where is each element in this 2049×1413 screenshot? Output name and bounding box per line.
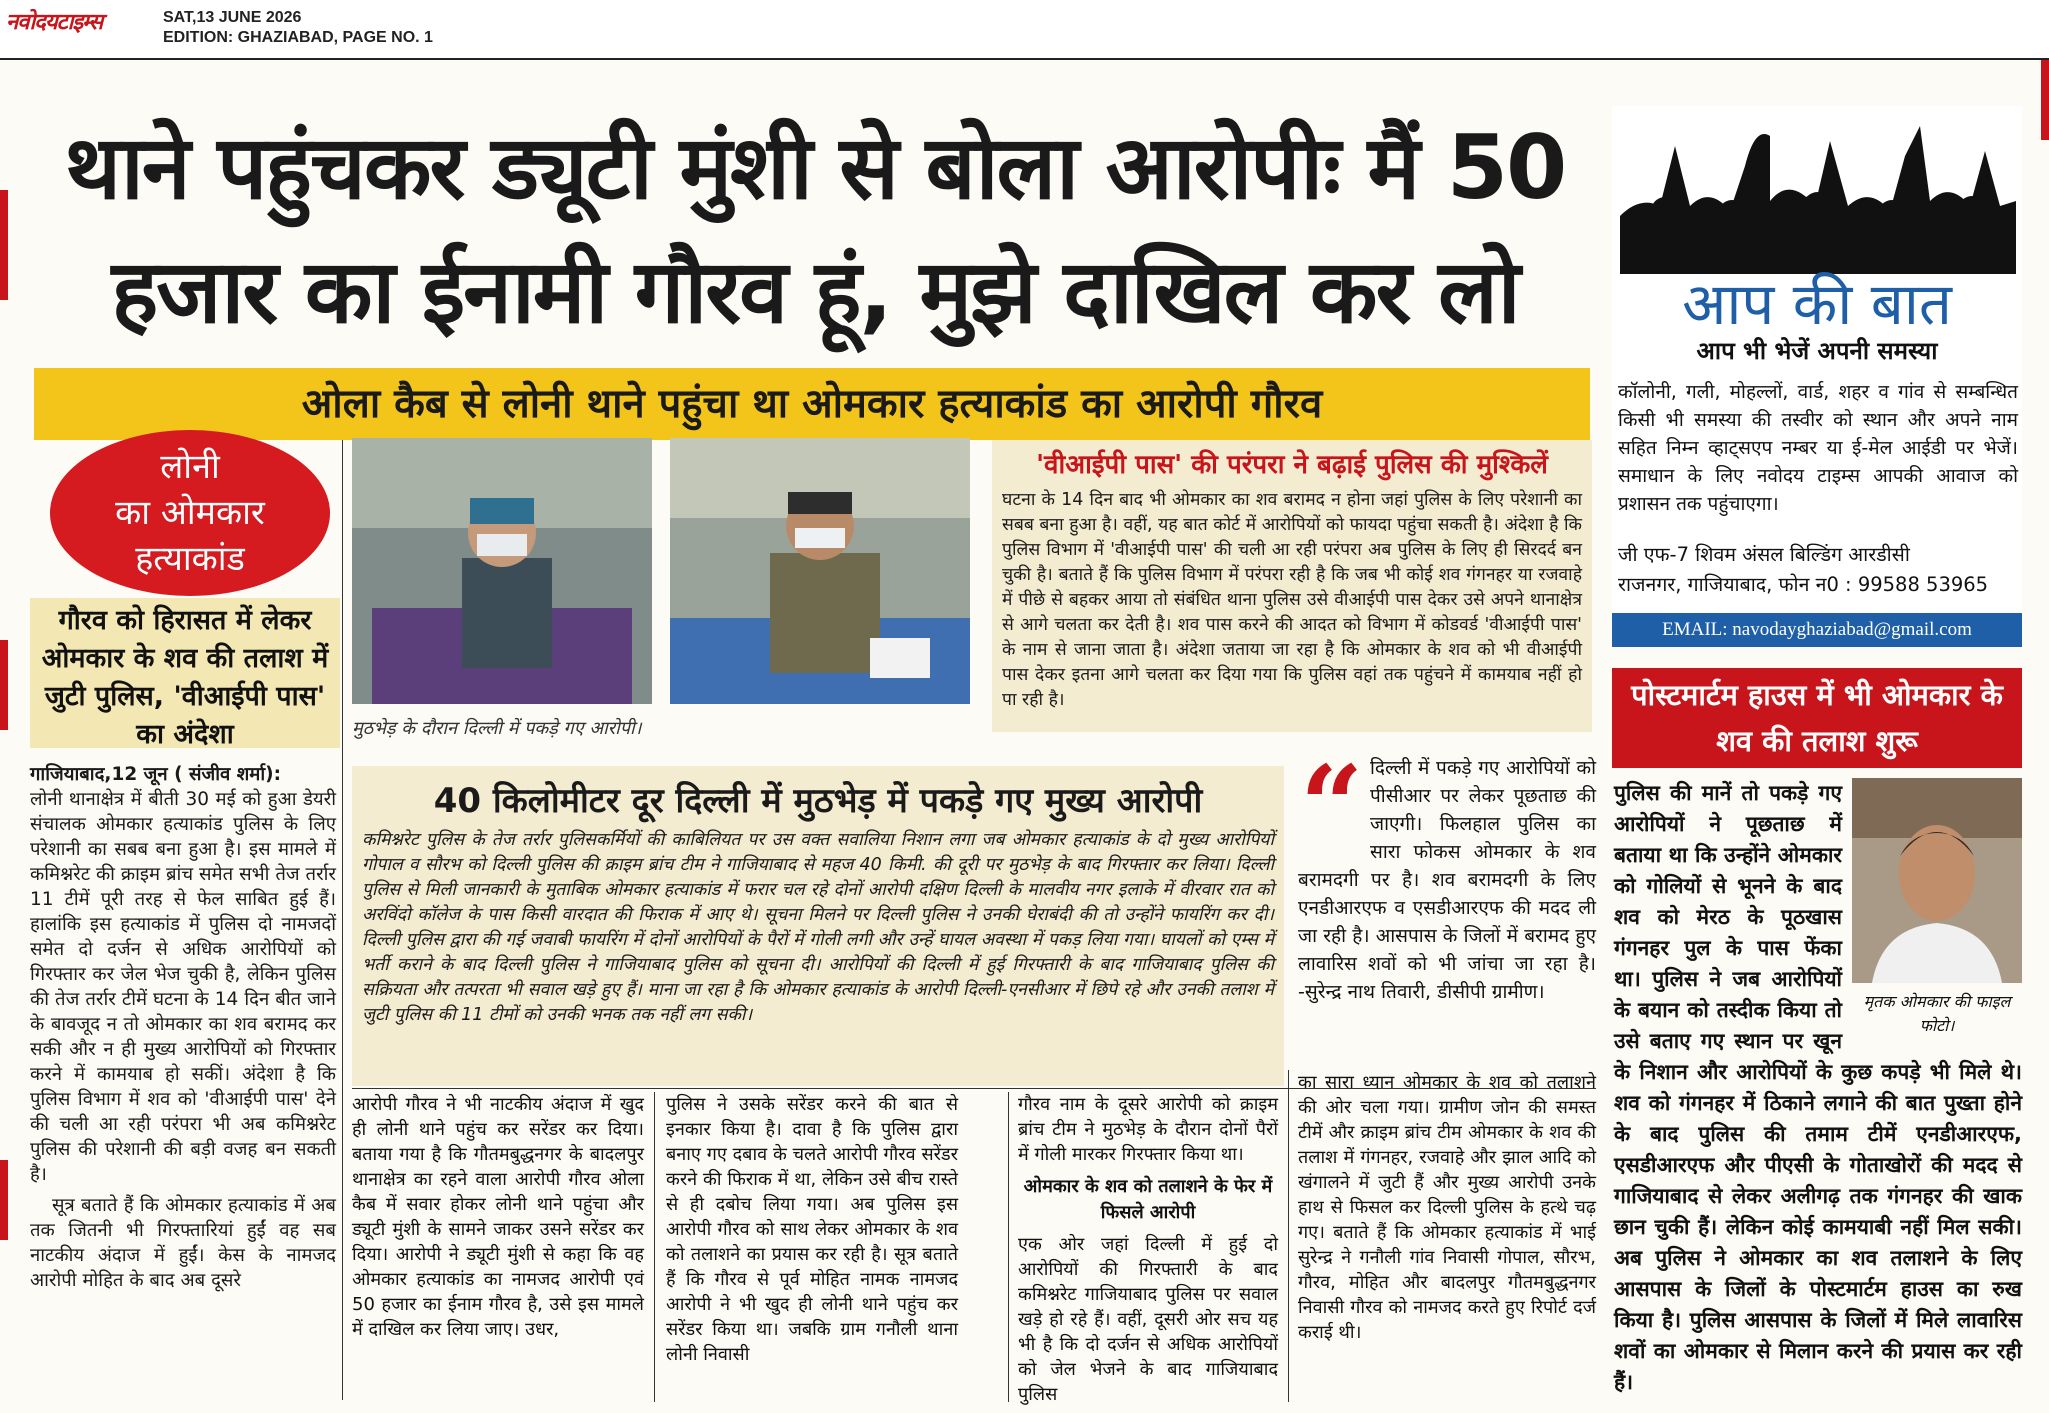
paragraph: सूत्र बताते हैं कि ओमकार हत्याकांड में अब तक जितनी भी गिरफ्तारियां हुईं वह सब नाटकीय अंदाज में हुईं। केस के नामजद आरोपी मोहित के बाद अब दूसरे — [30, 1195, 336, 1291]
aap-ki-baat-heading: आप की बात — [1682, 270, 1952, 338]
aap-ki-baat-subheading: आप भी भेजें अपनी समस्या — [1696, 337, 1938, 365]
masthead-rule — [0, 58, 2049, 60]
side-headline: गौरव को हिरासत में लेकर ओमकार के शव की तलाश में जुटी पुलिस, 'वीआईपी पास' का अंदेशा — [30, 598, 340, 748]
article-column-2: आरोपी गौरव ने भी नाटकीय अंदाज में खुद ही लोनी थाने पहुंच कर सरेंडर कर दिया। बताया गया है कि गौतमबुद्धनगर के बादलपुर थानाक्षेत्र का रहने वाला आरोपी गौरव ओला कैब में सवार होकर लोनी थाने पहुंचा और ड्यूटी मुंशी के सामने जाकर उसने सरेंडर कर दिया। आरोपी ने ड्यूटी मुंशी से कहा कि वह ओमकार हत्याकांड का नामजद आरोपी एवं 50 हजार का ईनाम गौरव है, उसे इस मामले में दाखिल कर लिया जाए। उधर, — [352, 1094, 644, 1340]
badge-line: का ओमकार — [115, 493, 265, 533]
encounter-heading: 40 किलोमीटर दूर दिल्ली में मुठभेड़ में पकड़े गए मुख्य आरोपी — [433, 781, 1203, 821]
column-divider — [1288, 1070, 1289, 1402]
edition-date: SAT,13 JUNE 2026 — [163, 9, 302, 26]
encounter-text: कमिश्नरेट पुलिस के तेज तर्रार पुलिसकर्मियों की काबिलियत पर उस वक्त सवालिया निशान लगा जब ओमकार हत्याकांड के दो मुख्य आरोपियों गोपाल व सौरभ को दिल्ली पुलिस की क्राइम ब्रांच टीम ने गाजियाबाद से महज 40 किमी. की दूरी पर मुठभेड़ के बाद गिरफ्तार कर लिया। दिल्ली पुलिस से मिली जानकारी के मुताबिक ओमकार हत्याकांड में फरार चल रहे दोनों आरोपी दक्षिण दिल्ली के मालवीय नगर इलाके में वीरवार रात को अरविंदो कॉलेज के पास किसी वारदात की फिराक में आए थे। सूचना मिलने पर दिल्ली पुलिस ने उनकी घेराबंदी की तो उन्होंने फायरिंग कर दी। दिल्ली पुलिस द्वारा की गई जवाबी फायरिंग में दोनों आरोपियों के पैरों में गोली लगी और उन्हें घायल अवस्था में पकड़ लिया गया। घायलों को एम्स में भर्ती कराने के बाद दिल्ली पुलिस ने गाजियाबाद पुलिस को सूचना दी। आरोपियों की दिल्ली में हुई गिरफ्तारी के बाद गाजियाबाद पुलिस की सक्रियता और तत्परता भी सवाल खड़े हुए हैं। माना जा रहा है कि ओमकार हत्याकांड के आरोपी दिल्ली-एनसीआर में छिपे रहे और उनकी तलाश में जुटी पुलिस की 11 टीमों को उनकी भनक तक नहीं लग सकी। — [362, 830, 1274, 1025]
badge-line: हत्याकांड — [135, 539, 245, 579]
margin-marker — [2041, 60, 2049, 140]
main-headline — [20, 106, 1610, 354]
badge-line: लोनी — [160, 447, 220, 487]
postmortem-heading: पोस्टमार्टम हाउस में भी ओमकार के शव की तलाश शुरू — [1612, 668, 2022, 768]
portrait-caption: मृतक ओमकार की फाइल फोटो। — [1863, 992, 2011, 1035]
article-column-5: का सारा ध्यान ओमकार के शव को तलाशने की ओर चला गया। ग्रामीण जोन की समस्त टीमें और क्राइम ब्रांच टीम ओमकार के शव की तलाश में गंगनहर, रजवाहे और झाल आदि को खंगालने में जुटी हैं और मुख्य आरोपी उनके हाथ से फिसल कर दिल्ली पुलिस के हत्थे चढ़ गए। बताते हैं कि ओमकार हत्याकांड में भाई सुरेन्द्र ने गनौली गांव निवासी गोपाल, सौरभ, गौरव, मोहित और बादलपुर गौतमबुद्धनगर निवासी गौरव को नामजद करते हुए रिपोर्ट दर्ज कराई थी। — [1298, 1072, 1596, 1343]
article-column-4: गौरव नाम के दूसरे आरोपी को क्राइम ब्रांच टीम ने मुठभेड़ के दौरान दोनों पैरों में गोली मारकर गिरफ्तार किया था। — [1018, 1094, 1278, 1165]
vip-pass-text: घटना के 14 दिन बाद भी ओमकार का शव बरामद न होना जहां पुलिस के लिए परेशानी का सबब बना हुआ है। वहीं, यह बात कोर्ट में आरोपियों को फायदा पहुंचा सकती है। अंदेशा है कि पुलिस विभाग में 'वीआईपी पास' की चली आ रही परंपरा अब पुलिस के लिए ही सिरदर्द बन चुकी है। बताते हैं कि पुलिस विभाग में परंपरा रही है कि जब भी कोई शव गंगनहर या रजवाहे में पीछे से बहकर आया तो संबंधित थाना पुलिस उसे वीआईपी पास देकर उसे अपने थानाक्षेत्र से आगे चलता कर देती है। शव पास करने की आदत को विभाग में कोडवर्ड 'वीआईपी पास' के नाम से जाना जाता है। अंदेशा जताया जा रहा है कि ओमकार के शव को भी वीआईपी पास देकर इतना आगे चलता कर दिया गया कि पुलिस वहां तक पहुंचने में कामयाब नहीं हो पा रही है। — [1002, 490, 1582, 710]
column-divider — [654, 1092, 655, 1402]
paragraph: लोनी थानाक्षेत्र में बीती 30 मई को हुआ डेयरी संचालक ओमकार हत्याकांड पुलिस के लिए परेशानी का सबब बना हुआ है। इस मामले में कमिश्नरेट की क्राइम ब्रांच समेत सभी तेज तर्रार 11 टीमें पूरी तरह से फेल साबित हुई हैं। हालांकि इस हत्याकांड में पुलिस दो नामजदों समेत दो दर्जन से अधिक आरोपियों को गिरफ्तार कर जेल भेज चुकी है, लेकिन पुलिस की तेज तर्रार टीमें घटना के 14 दिन बीत जाने के बावजूद न तो ओमकार का शव बरामद कर सकी और न ही मुख्य आरोपियों को गिरफ्तार करने में कामयाब हो सकीं। अंदेशा है कि पुलिस विभाग में शव को 'वीआईपी पास' देने की चली आ रही परंपरा भी अब कमिश्नरेट पुलिस की परेशानी की बड़ी वजह बन सकती है। — [30, 789, 336, 1185]
column-divider — [1008, 1092, 1009, 1402]
sub-headline: ओला कैब से लोनी थाने पहुंचा था ओमकार हत्याकांड का आरोपी गौरव — [301, 381, 1323, 427]
newspaper-logo: नवोदयटाइम्स — [6, 10, 103, 35]
headline-line-2: हजार का ईनामी गौरव हूं, मुझे दाखिल कर लो — [111, 240, 1519, 343]
quote-mark-icon: “ — [1300, 741, 1364, 870]
address-line: जी एफ-7 शिवम अंसल बिल्डिंग आरडीसी — [1618, 543, 1910, 566]
margin-marker — [0, 1160, 8, 1240]
victim-portrait — [1852, 778, 2022, 983]
aap-ki-baat-text: कॉलोनी, गली, मोहल्लों, वार्ड, शहर व गांव से सम्बन्धित किसी भी समस्या की तस्वीर को स्थान और अपने नाम सहित निम्न व्हाट्सएप नम्बर या ई-मेल आईडी पर भेजें। समाधान के लिए नवोदय टाइम्स आपकी आवाज को प्रशासन तक पहुंचाएगा। — [1618, 381, 2018, 515]
news-photo-accused-2 — [670, 438, 970, 704]
margin-marker — [0, 190, 8, 300]
margin-marker — [0, 640, 8, 730]
column-divider — [342, 440, 343, 1400]
postmortem-body: पुलिस की मानें तो पकड़े गए आरोपियों ने पूछताछ में बताया था कि उन्होंने ओमकार को गोलियों से भूनने के बाद शव को मेरठ के पूठखास गंगनहर पुल के पास फेंका था। पुलिस ने जब आरोपियों के बयान को तस्दीक किया तो उसे बताए गए स्थान पर खून के निशान और आरोपियों के कुछ कपड़े भी मिले थे। शव को गंगनहर में ठिकाने लगाने की बात पुख्ता होने के बाद पुलिस की तमाम टीमें एनडीआरएफ, एसडीआरएफ और पीएसी के गोताखोरों की मदद से गाजियाबाद से लेकर अलीगढ़ तक गंगनहर की खाक छान चुकी हैं। लेकिन कोई कामयाबी नहीं मिल सकी। अब पुलिस ने ओमकार का शव तलाशने के लिए आसपास के जिलों के पोस्टमार्टम हाउस का रुख किया है। पुलिस आसपास के जिलों में मिले लावारिस शवों का ओमकार से मिलान करने की प्रयास कर रही हैं। — [1614, 781, 2022, 1394]
address-line: राजनगर, गाजियाबाद, फोन न0 : 99588 53965 — [1618, 573, 1989, 596]
photo-caption: मुठभेड़ के दौरान दिल्ली में पकड़े गए आरोपी। — [352, 718, 642, 739]
section-badge — [50, 430, 330, 596]
news-photo-accused-1 — [352, 438, 652, 704]
lead-article-column — [30, 762, 336, 1293]
article-column-4-cont: एक ओर जहां दिल्ली में हुई दो आरोपियों की गिरफ्तारी के बाद कमिश्नरेट गाजियाबाद पुलिस पर सवाल खड़े हो रहे हैं। वहीं, दूसरी ओर सच यह भी है कि दो दर्जन से अधिक आरोपियों को जेल भेजने के बाद गाजियाबाद पुलिस — [1018, 1234, 1278, 1405]
edition-info: EDITION: GHAZIABAD, PAGE NO. 1 — [163, 29, 433, 46]
email-bar: EMAIL: navodayghaziabad@gmail.com — [1612, 613, 2022, 647]
quote-text: दिल्ली में पकड़े गए आरोपियों को पीसीआर पर लेकर पूछताछ की जाएगी। फिलहाल पुलिस का सारा फोकस ओमकार के शव बरामदगी पर है। शव बरामदगी के लिए एनडीआरएफ व एसडीआरएफ की मदद ली जा रही है। आसपास के जिलों में बरामद हुए लावारिस शवों को भी जांचा जा रहा है। -सुरेन्द्र नाथ तिवारी, डीसीपी ग्रामीण। — [1298, 757, 1596, 1003]
byline: गाजियाबाद,12 जून ( संजीव शर्मा): — [30, 764, 282, 785]
article-column-3: पुलिस ने उसके सरेंडर करने की बात से इनकार किया है। दावा है कि पुलिस द्वारा बनाए गए दबाव के चलते आरोपी गौरव सरेंडर करने की फिराक में था, लेकिन उसे बीच रास्ते से ही दबोच लिया गया। अब पुलिस इस आरोपी गौरव को साथ लेकर ओमकार के शव को तलाशने का प्रयास कर रही है। सूत्र बताते हैं कि गौरव से पूर्व मोहित नामक नामजद आरोपी ने भी खुद ही लोनी थाने पहुंच कर सरेंडर किया था। जबकि ग्राम गनौली थाना लोनी निवासी — [666, 1094, 958, 1365]
dcp-quote — [1298, 741, 1596, 1006]
vip-pass-heading: 'वीआईपी पास' की परंपरा ने बढ़ाई पुलिस की मुश्किलें — [1036, 450, 1548, 480]
office-address — [1618, 540, 2018, 600]
crowd-silhouette-graphic — [1620, 106, 2016, 274]
sub-heading: ओमकार के शव को तलाशने के फेर में फिसले आरोपी — [1023, 1176, 1273, 1223]
headline-line-1: थाने पहुंचकर ड्यूटी मुंशी से बोला आरोपीः मैं 50 — [64, 116, 1566, 219]
dateline — [163, 8, 433, 48]
